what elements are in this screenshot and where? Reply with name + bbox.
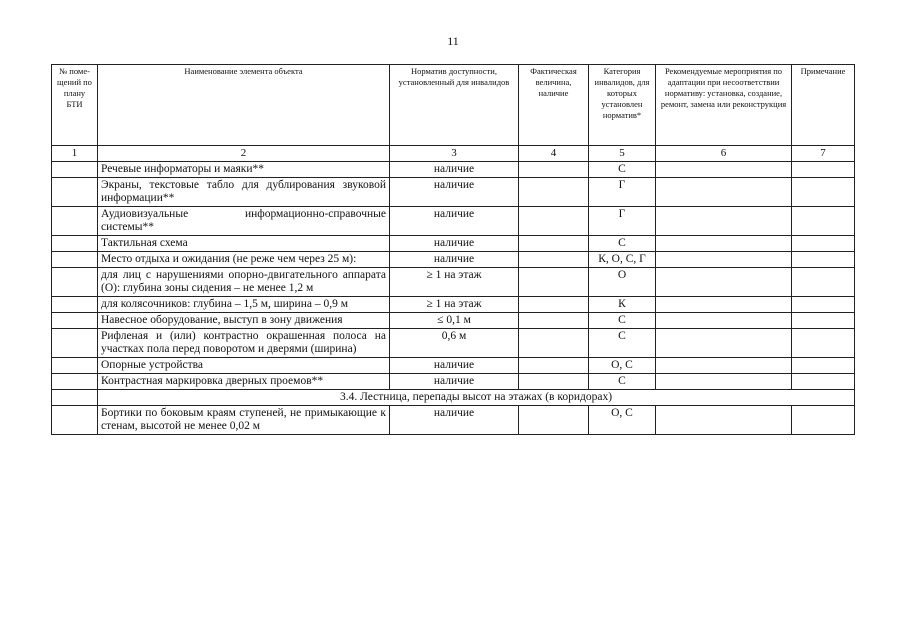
element-name-cell: Навесное оборудование, выступ в зону движения [98, 313, 390, 329]
actual-cell [519, 313, 589, 329]
column-number-row [52, 146, 855, 162]
norm-cell: наличие [390, 406, 519, 435]
element-name-cell: Бортики по боковым краям ступеней, не примыкающие к стенам, высотой не менее 0,02 м [98, 406, 390, 435]
category-cell: О [589, 268, 656, 297]
element-name-cell: Опорные устройства [98, 358, 390, 374]
measures-cell [656, 268, 792, 297]
measures-cell [656, 178, 792, 207]
note-cell [792, 268, 855, 297]
table-row [52, 297, 855, 313]
column-number: 1 [52, 146, 98, 162]
element-name-cell: Тактильная схема [98, 236, 390, 252]
page-number: 11 [447, 34, 459, 48]
actual-cell [519, 207, 589, 236]
table-row [52, 268, 855, 297]
table-row [52, 162, 855, 178]
column-number: 3 [390, 146, 519, 162]
room-cell [52, 268, 98, 297]
table-row [52, 236, 855, 252]
note-cell [792, 178, 855, 207]
category-cell: С [589, 236, 656, 252]
header-recommended-measures: Рекомендуемые мероприятия по адаптации при несоответствии нормативу: установка, создание, ремонт, замена или реконструкция [656, 65, 792, 146]
measures-cell [656, 252, 792, 268]
column-number: 2 [98, 146, 390, 162]
note-cell [792, 236, 855, 252]
measures-cell [656, 329, 792, 358]
element-name-cell: Речевые информаторы и маяки** [98, 162, 390, 178]
norm-cell: наличие [390, 236, 519, 252]
header-element-name: Наименование элемента объекта [98, 65, 390, 146]
room-cell [52, 207, 98, 236]
table-row [52, 329, 855, 358]
note-cell [792, 162, 855, 178]
category-cell: С [589, 329, 656, 358]
room-cell [52, 374, 98, 390]
actual-cell [519, 268, 589, 297]
room-cell [52, 297, 98, 313]
actual-cell [519, 358, 589, 374]
table-row [52, 406, 855, 435]
element-name-cell: для лиц с нарушениями опорно-двигательного аппарата (О): глубина зоны сидения – не менее 1,2 м [98, 268, 390, 297]
table-row [52, 252, 855, 268]
measures-cell [656, 358, 792, 374]
room-cell [52, 236, 98, 252]
room-cell [52, 313, 98, 329]
actual-cell [519, 236, 589, 252]
column-number: 7 [792, 146, 855, 162]
measures-cell [656, 162, 792, 178]
category-cell: О, С [589, 358, 656, 374]
norm-cell: ≥ 1 на этаж [390, 297, 519, 313]
category-cell: Г [589, 178, 656, 207]
note-cell [792, 358, 855, 374]
measures-cell [656, 236, 792, 252]
category-cell: С [589, 374, 656, 390]
actual-cell [519, 297, 589, 313]
element-name-cell: Место отдыха и ожидания (не реже чем через 25 м): [98, 252, 390, 268]
element-name-cell: для колясочников: глубина – 1,5 м, ширина – 0,9 м [98, 297, 390, 313]
column-number: 6 [656, 146, 792, 162]
room-cell [52, 162, 98, 178]
measures-cell [656, 406, 792, 435]
accessibility-table [51, 64, 855, 435]
room-cell [52, 390, 98, 406]
room-cell [52, 252, 98, 268]
header-category: Категория инвалидов, для которых установлен норматив* [589, 65, 656, 146]
note-cell [792, 252, 855, 268]
norm-cell: ≥ 1 на этаж [390, 268, 519, 297]
element-name-cell: Экраны, текстовые табло для дублирования звуковой информации** [98, 178, 390, 207]
note-cell [792, 207, 855, 236]
note-cell [792, 374, 855, 390]
header-row [52, 65, 855, 146]
table-row [52, 374, 855, 390]
norm-cell: наличие [390, 374, 519, 390]
room-cell [52, 358, 98, 374]
section-title: 3.4. Лестница, перепады высот на этажах (в коридорах) [98, 390, 855, 406]
section-row [52, 390, 855, 406]
actual-cell [519, 374, 589, 390]
norm-cell: наличие [390, 358, 519, 374]
norm-cell: наличие [390, 207, 519, 236]
note-cell [792, 297, 855, 313]
actual-cell [519, 406, 589, 435]
measures-cell [656, 207, 792, 236]
actual-cell [519, 329, 589, 358]
room-cell [52, 178, 98, 207]
category-cell: К, О, С, Г [589, 252, 656, 268]
category-cell: К [589, 297, 656, 313]
category-cell: С [589, 162, 656, 178]
column-number: 4 [519, 146, 589, 162]
actual-cell [519, 252, 589, 268]
norm-cell: 0,6 м [390, 329, 519, 358]
table-row [52, 358, 855, 374]
column-number: 5 [589, 146, 656, 162]
element-name-cell: Рифленая и (или) контрастно окрашенная полоса на участках пола перед поворотом и дверями (ширина) [98, 329, 390, 358]
category-cell: Г [589, 207, 656, 236]
norm-cell: наличие [390, 252, 519, 268]
actual-cell [519, 178, 589, 207]
header-room-number: № поме-щений по плану БТИ [52, 65, 98, 146]
norm-cell: ≤ 0,1 м [390, 313, 519, 329]
measures-cell [656, 374, 792, 390]
category-cell: О, С [589, 406, 656, 435]
category-cell: С [589, 313, 656, 329]
table-row [52, 313, 855, 329]
element-name-cell: Контрастная маркировка дверных проемов** [98, 374, 390, 390]
header-norm: Норматив доступности, установленный для инвалидов [390, 65, 519, 146]
norm-cell: наличие [390, 178, 519, 207]
table-row [52, 207, 855, 236]
table-body [52, 162, 855, 435]
note-cell [792, 329, 855, 358]
measures-cell [656, 297, 792, 313]
header-actual-value: Фактическая величина, наличие [519, 65, 589, 146]
room-cell [52, 406, 98, 435]
actual-cell [519, 162, 589, 178]
table-row [52, 178, 855, 207]
note-cell [792, 313, 855, 329]
note-cell [792, 406, 855, 435]
element-name-cell: Аудиовизуальные информационно-справочные системы** [98, 207, 390, 236]
room-cell [52, 329, 98, 358]
measures-cell [656, 313, 792, 329]
header-note: Примечание [792, 65, 855, 146]
norm-cell: наличие [390, 162, 519, 178]
